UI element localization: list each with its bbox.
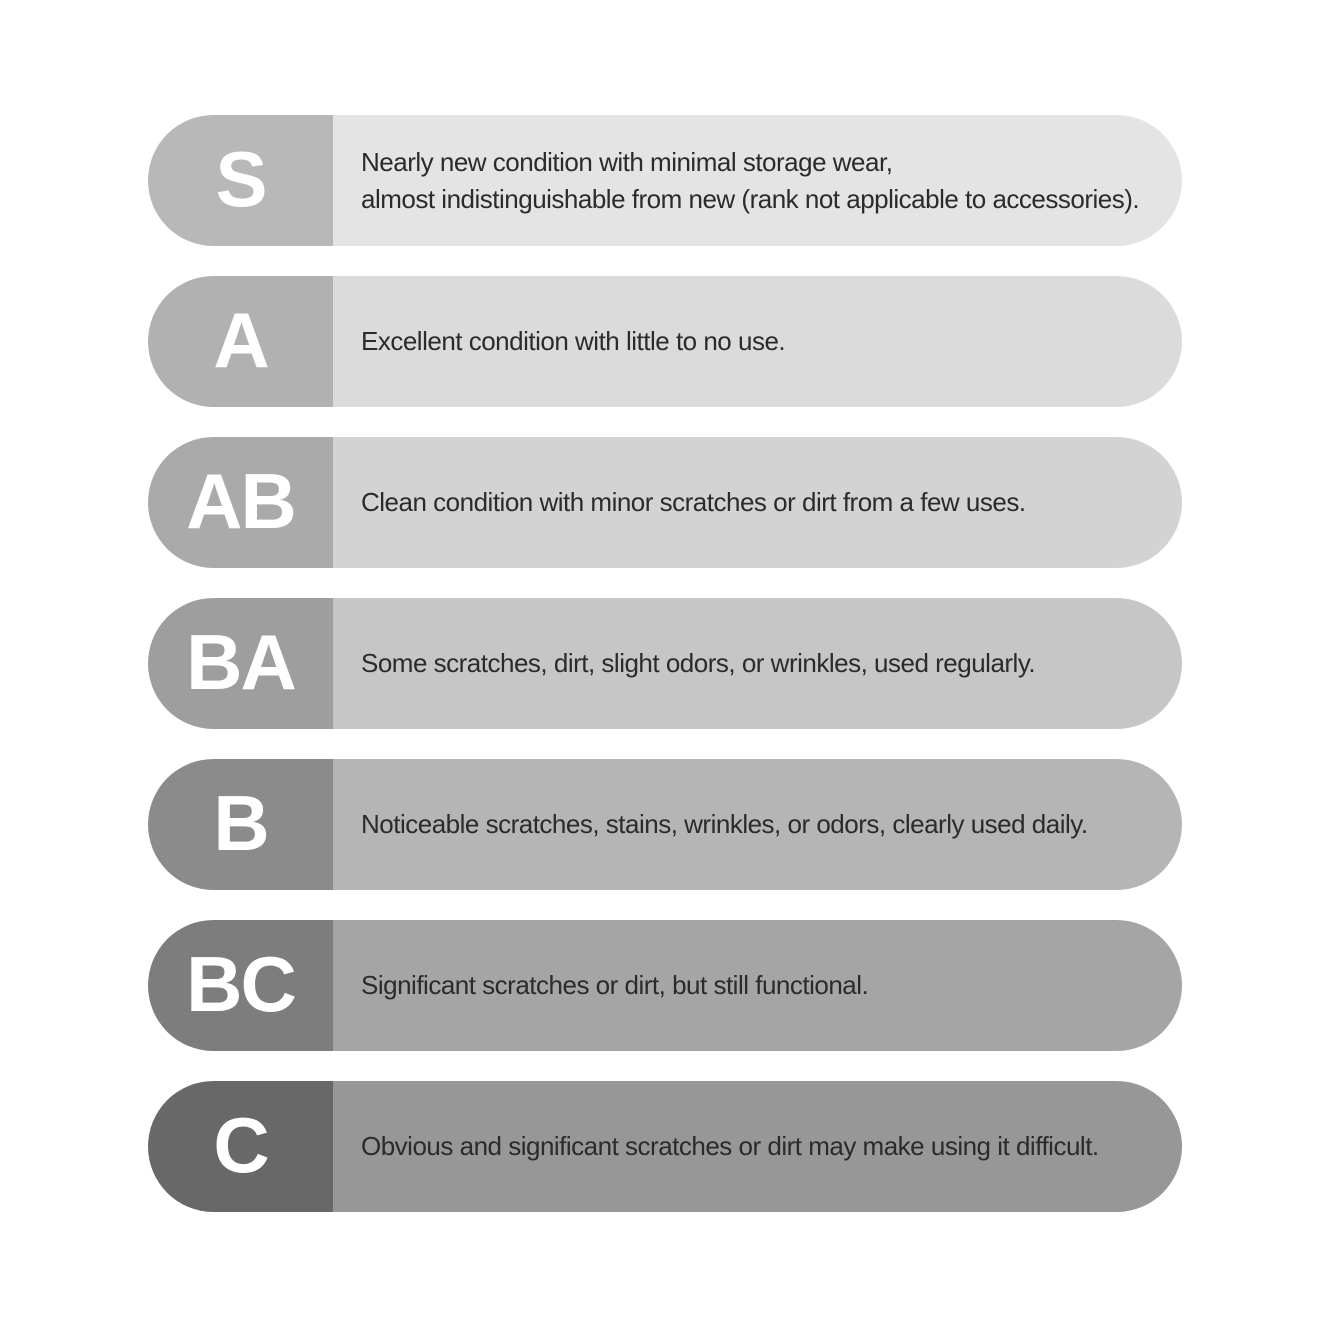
rank-description-line: Obvious and significant scratches or dirt may make using it difficult. xyxy=(361,1131,1099,1161)
rank-letter-badge xyxy=(148,437,333,568)
rank-description-line: Significant scratches or dirt, but still functional. xyxy=(361,970,869,1000)
rank-description xyxy=(361,967,868,1004)
rank-row-a xyxy=(148,276,1182,407)
rank-letter: S xyxy=(215,134,266,223)
rank-description-line: Excellent condition with little to no use. xyxy=(361,326,786,356)
rank-description xyxy=(361,144,1139,218)
rank-row-bc xyxy=(148,920,1182,1051)
rank-letter: BA xyxy=(186,617,295,706)
rank-description xyxy=(361,806,1088,843)
rank-letter-badge xyxy=(148,1081,333,1212)
rank-row-c xyxy=(148,1081,1182,1212)
rank-body xyxy=(333,598,1182,729)
rank-description-line: Noticeable scratches, stains, wrinkles, or odors, clearly used daily. xyxy=(361,809,1088,839)
rank-description-line: Some scratches, dirt, slight odors, or wrinkles, used regularly. xyxy=(361,648,1036,678)
rank-description xyxy=(361,323,785,360)
rank-body xyxy=(333,276,1182,407)
rank-body xyxy=(333,115,1182,246)
rank-row-ab xyxy=(148,437,1182,568)
rank-description xyxy=(361,484,1026,521)
rank-letter: BC xyxy=(186,939,295,1028)
rank-letter: B xyxy=(213,778,268,867)
rank-row-b xyxy=(148,759,1182,890)
rank-letter: A xyxy=(213,295,268,384)
rank-letter-badge xyxy=(148,759,333,890)
rank-letter-badge xyxy=(148,920,333,1051)
rank-body xyxy=(333,437,1182,568)
rank-letter: C xyxy=(213,1100,268,1189)
rank-description-line: almost indistinguishable from new (rank not applicable to accessories). xyxy=(361,183,1140,214)
rank-row-ba xyxy=(148,598,1182,729)
rank-letter-badge xyxy=(148,598,333,729)
rank-body xyxy=(333,920,1182,1051)
rank-row-s xyxy=(148,115,1182,246)
rank-description-line: Nearly new condition with minimal storage wear, xyxy=(361,146,893,177)
rank-body xyxy=(333,759,1182,890)
rank-letter-badge xyxy=(148,115,333,246)
rank-description xyxy=(361,645,1035,682)
rank-body xyxy=(333,1081,1182,1212)
rank-letter-badge xyxy=(148,276,333,407)
rank-letter: AB xyxy=(186,456,295,545)
rank-description xyxy=(361,1128,1099,1165)
rank-description-line: Clean condition with minor scratches or dirt from a few uses. xyxy=(361,487,1026,517)
condition-rank-chart xyxy=(148,115,1182,1212)
